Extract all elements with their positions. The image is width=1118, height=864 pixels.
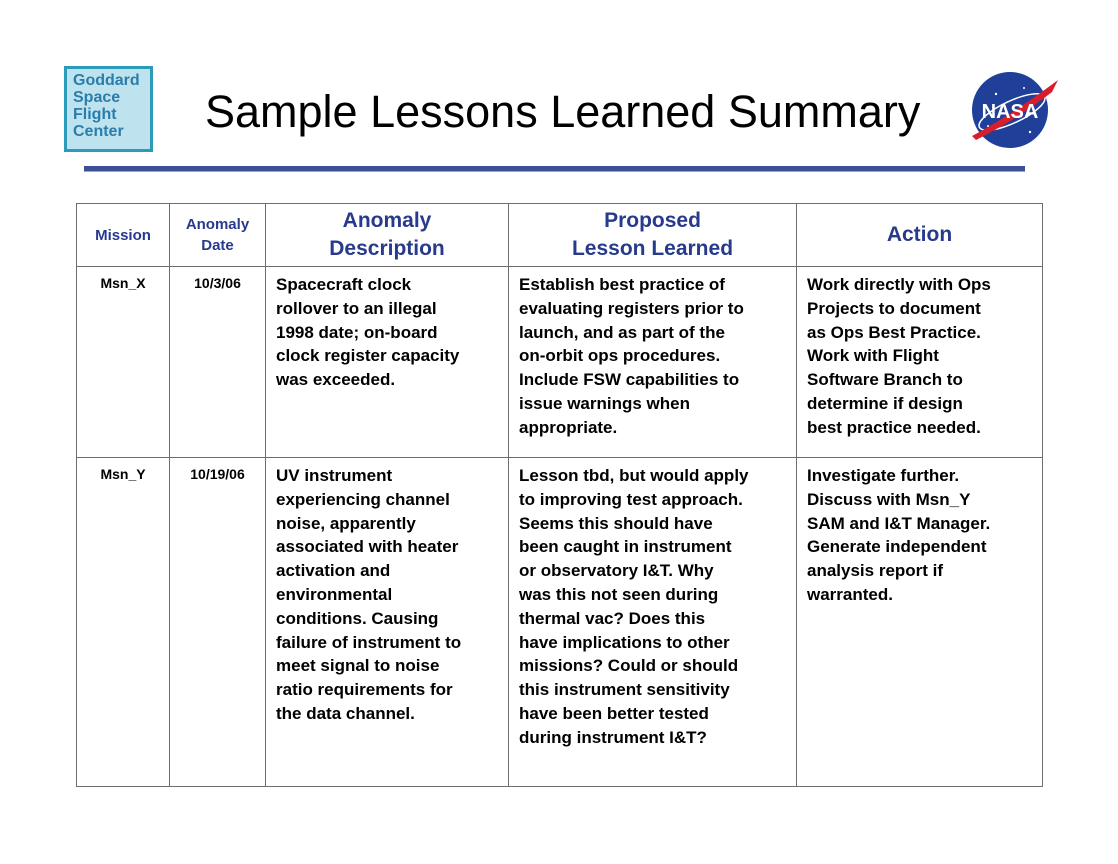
cell-date: 10/3/06 (170, 267, 266, 458)
logo-line: Goddard (73, 72, 140, 89)
header-rule (84, 166, 1025, 172)
nasa-logo-text: NASA (981, 101, 1039, 123)
cell-date: 10/19/06 (170, 458, 266, 787)
header-mission: Mission (77, 204, 170, 267)
cell-description: UV instrument experiencing channel noise, apparently associated with heater activation and environmental conditions. Causing failure of instrument to meet signal to noise ratio requirements for the data channel. (266, 458, 509, 787)
cell-lesson: Establish best practice of evaluating registers prior to launch, and as part of the on-orbit ops procedures. Include FSW capabilities to issue warnings when appropriate. (509, 267, 797, 458)
table-row (77, 267, 1043, 458)
cell-mission: Msn_Y (77, 458, 170, 787)
logo-line: Flight (73, 106, 117, 123)
header-action: Action (797, 204, 1043, 267)
header-proposed-lesson: Proposed Lesson Learned (509, 204, 797, 267)
logo-line: Space (73, 89, 121, 106)
cell-action: Work directly with Ops Projects to document as Ops Best Practice. Work with Flight Software Branch to determine if design best practice needed. (797, 267, 1043, 458)
cell-mission: Msn_X (77, 267, 170, 458)
table-row (77, 458, 1043, 787)
header-anomaly-description: Anomaly Description (266, 204, 509, 267)
cell-action: Investigate further. Discuss with Msn_Y SAM and I&T Manager. Generate independent analysis report if warranted. (797, 458, 1043, 787)
goddard-logo (64, 66, 153, 152)
table-header-row (77, 204, 1043, 267)
cell-lesson: Lesson tbd, but would apply to improving test approach. Seems this should have been caught in instrument or observatory I&T. Why was this not seen during thermal vac? Does this have implications to other missions? Could or should this instrument sensitivity have been better tested during instrument I&T? (509, 458, 797, 787)
cell-description: Spacecraft clock rollover to an illegal 1998 date; on-board clock register capacity was exceeded. (266, 267, 509, 458)
header-anomaly-date: Anomaly Date (170, 204, 266, 267)
nasa-logo (966, 68, 1062, 152)
logo-line: Center (73, 123, 124, 140)
lessons-learned-table (76, 203, 1043, 787)
page-title: Sample Lessons Learned Summary (205, 86, 921, 137)
